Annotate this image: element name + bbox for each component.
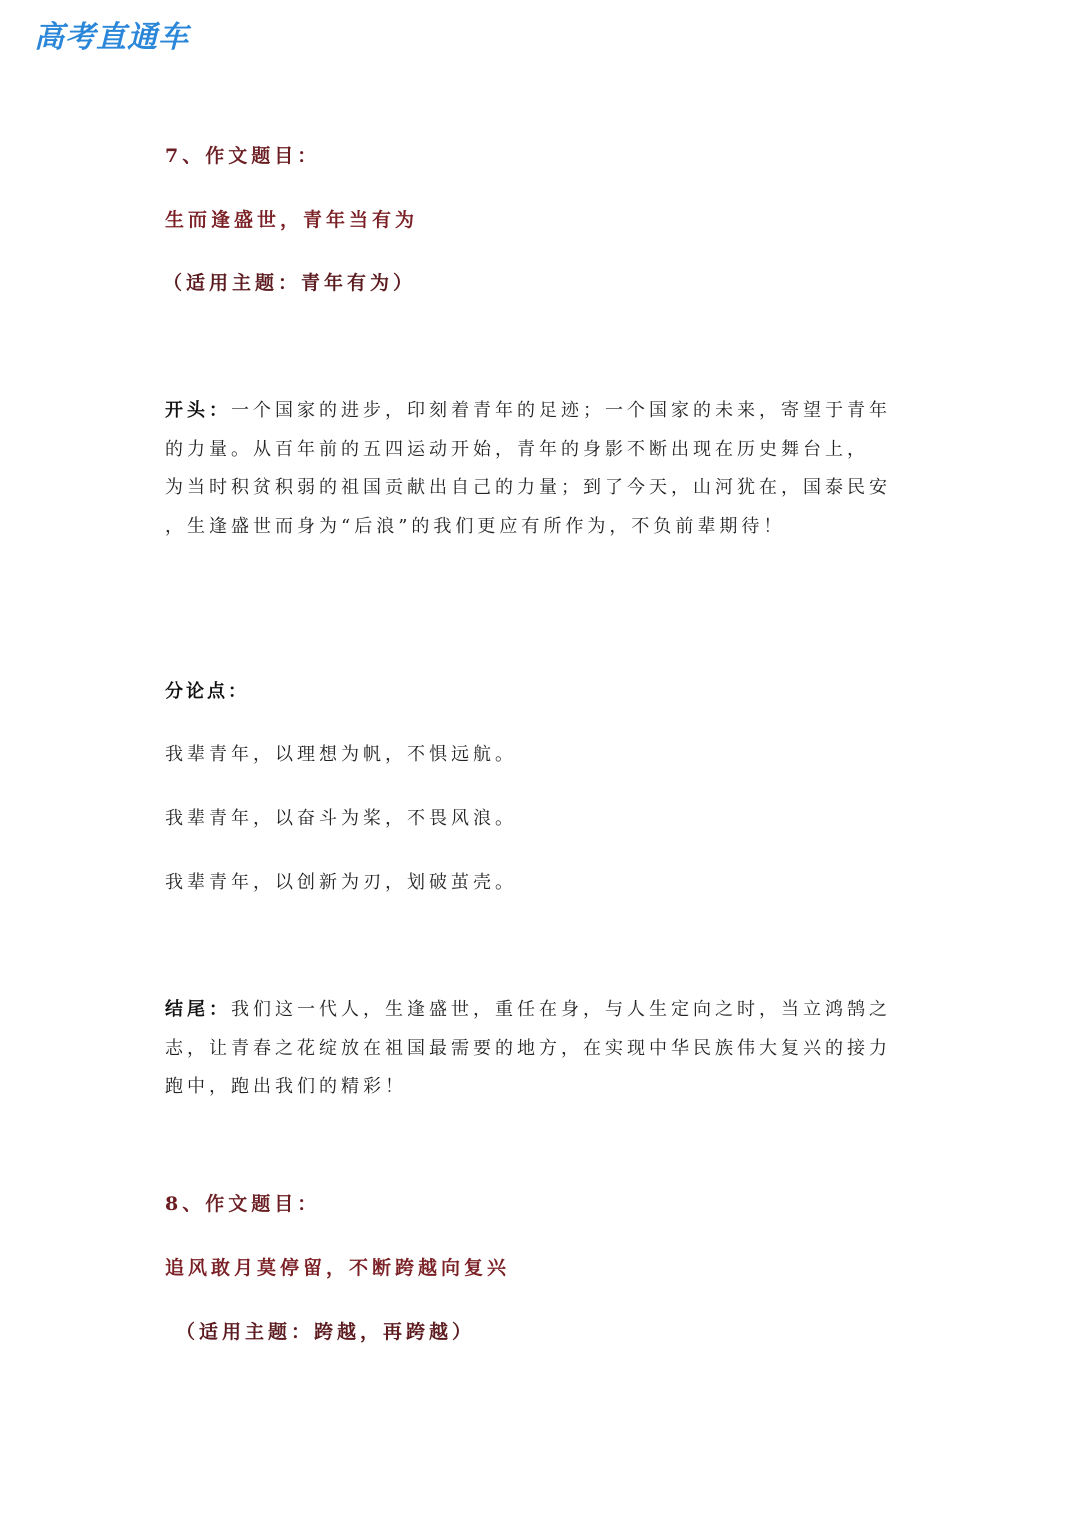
essay7-title: 生而逢盛世，青年当有为 [165,209,419,231]
ending-label: 结尾： [165,999,231,1020]
essay8-title: 追风敢月莫停留，不断跨越向复兴 [165,1257,511,1279]
points-label: 分论点： [165,681,249,702]
opening-line: 的力量。从百年前的五四运动开始，青年的身影不断出现在历史舞台上， [165,438,869,460]
ending-line: 我们这一代人，生逢盛世，重任在身，与人生定向之时，当立鸿鹄之 [231,999,891,1020]
essay8-number-heading: 8、作文题目： [165,1193,321,1215]
essay7-theme: （适用主题：青年有为） [163,272,417,294]
opening-label: 开头： [165,400,231,421]
opening-line: 一个国家的进步，印刻着青年的足迹；一个国家的未来，寄望于青年 [231,400,891,421]
point-item: 我辈青年，以创新为刃，划破茧壳。 [165,872,517,893]
point-item: 我辈青年，以奋斗为桨，不畏风浪。 [165,808,517,829]
point-item: 我辈青年，以理想为帆，不惧远航。 [165,744,517,765]
ending-line: 志，让青春之花绽放在祖国最需要的地方，在实现中华民族伟大复兴的接力 [165,1037,891,1059]
ending-line: 跑中，跑出我们的精彩！ [165,1076,407,1097]
opening-line: ，生逢盛世而身为“后浪”的我们更应有所作为，不负前辈期待！ [165,515,786,537]
essay7-opening-paragraph [165,392,925,546]
essay7-number-heading: 7、作文题目： [165,145,321,167]
essay7-ending-paragraph [165,991,925,1107]
opening-line: 为当时积贫积弱的祖国贡献出自己的力量；到了今天，山河犹在，国泰民安 [165,477,891,498]
site-logo: 高考直通车 [34,20,189,55]
essay8-theme: （适用主题：跨越，再跨越） [176,1321,476,1343]
